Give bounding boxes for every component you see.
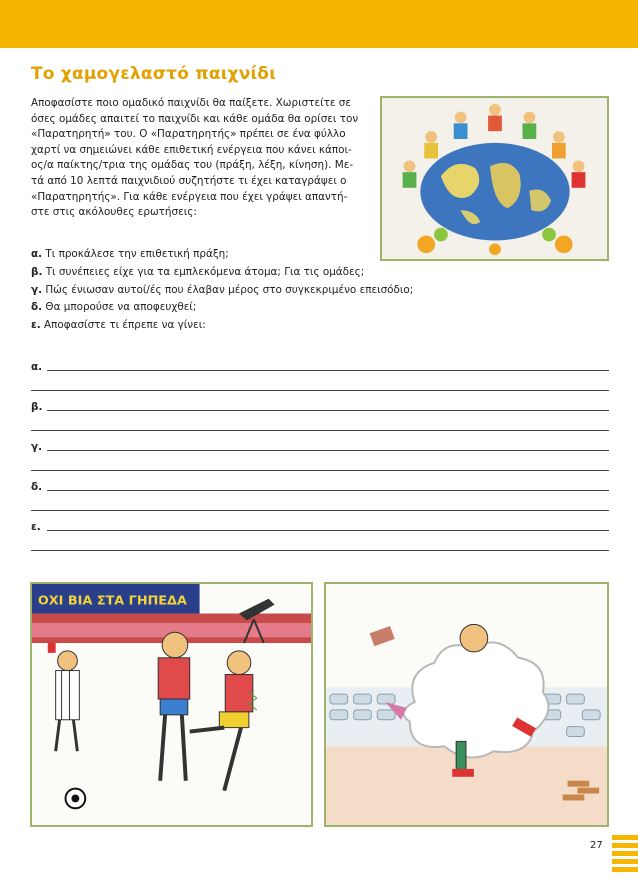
banner-text: ΟΧΙ ΒΙΑ ΣΤΑ ΓΗΠΕΔΑ — [37, 593, 187, 609]
answer-label: δ. — [31, 481, 43, 493]
intro-line: ος/α παίκτης/τρια της ομάδας του (πράξη, λέξη, κίνηση). Με- — [31, 159, 354, 172]
question-text: Τι προκάλεσε την επιθετική πράξη; — [45, 248, 229, 260]
answer-line[interactable] — [31, 390, 609, 391]
intro-line: «Παρατηρητής». Για κάθε ενέργεια που έχει γράψει απαντή- — [31, 190, 348, 203]
fight-cloud-drawing — [324, 582, 609, 827]
answer-line[interactable] — [47, 450, 609, 451]
answer-line[interactable] — [31, 430, 609, 431]
football-violence-drawing — [30, 582, 313, 827]
answer-row — [31, 352, 609, 392]
question-item — [31, 246, 591, 264]
page-corner-stripes — [612, 835, 638, 875]
answer-line[interactable] — [47, 410, 609, 411]
answer-line[interactable] — [47, 490, 609, 491]
answer-line[interactable] — [47, 530, 609, 531]
question-text: Αποφασίστε τι έπρεπε να γίνει: — [44, 319, 206, 332]
answer-label: γ. — [31, 441, 43, 453]
answer-line[interactable] — [47, 370, 609, 371]
answer-lines — [31, 352, 609, 552]
question-label: β. — [31, 265, 43, 278]
answer-row — [31, 472, 609, 512]
children-around-globe-image — [380, 96, 609, 261]
question-label: ε. — [31, 319, 41, 332]
question-label: γ. — [31, 283, 43, 296]
intro-line: «Παρατηρητή» του. Ο «Παρατηρητής» πρέπει σε ένα φύλλο — [31, 128, 346, 141]
question-item — [31, 282, 591, 300]
intro-line: τά από 10 λεπτά παιχνιδιού συζητήστε τι έχει καταγράψει ο — [31, 174, 347, 187]
question-text: Τι συνέπειες είχε για τα εμπλεκόμενα άτομα; Για τις ομάδες; — [45, 265, 365, 278]
intro-line: χαρτί να σημειώνει κάθε επιθετική ενέργεια που κάνει κάποι- — [31, 143, 352, 156]
answer-row — [31, 512, 609, 552]
answer-line[interactable] — [31, 470, 609, 471]
question-text: Θα μπορούσε να αποφευχθεί; — [45, 301, 197, 314]
intro-line: στε στις ακόλουθες ερωτήσεις: — [31, 206, 197, 219]
page-title: Το χαμογελαστό παιχνίδι — [31, 64, 277, 84]
intro-line: όσες ομάδες απαιτεί το παιχνίδι και κάθε ομάδα θα ορίσει τον — [31, 112, 359, 125]
question-label: δ. — [31, 301, 43, 314]
answer-line[interactable] — [31, 550, 609, 551]
question-item — [31, 264, 591, 282]
header-band — [0, 0, 638, 48]
answer-row — [31, 432, 609, 472]
intro-line: Αποφασίστε ποιο ομαδικό παιχνίδι θα παίξετε. Χωριστείτε σε — [31, 97, 351, 109]
question-item — [31, 299, 591, 317]
answer-row — [31, 392, 609, 432]
answer-line[interactable] — [31, 510, 609, 511]
intro-paragraph — [31, 96, 367, 221]
page-number: 27 — [590, 840, 603, 851]
answer-label: β. — [31, 401, 43, 413]
questions-list — [31, 246, 591, 335]
answer-label: α. — [31, 361, 43, 373]
question-text: Πώς ένιωσαν αυτοί/ές που έλαβαν μέρος στο συγκεκριμένο επεισόδιο; — [45, 283, 414, 296]
question-item — [31, 317, 591, 335]
answer-label: ε. — [31, 521, 41, 533]
question-label: α. — [31, 248, 43, 260]
